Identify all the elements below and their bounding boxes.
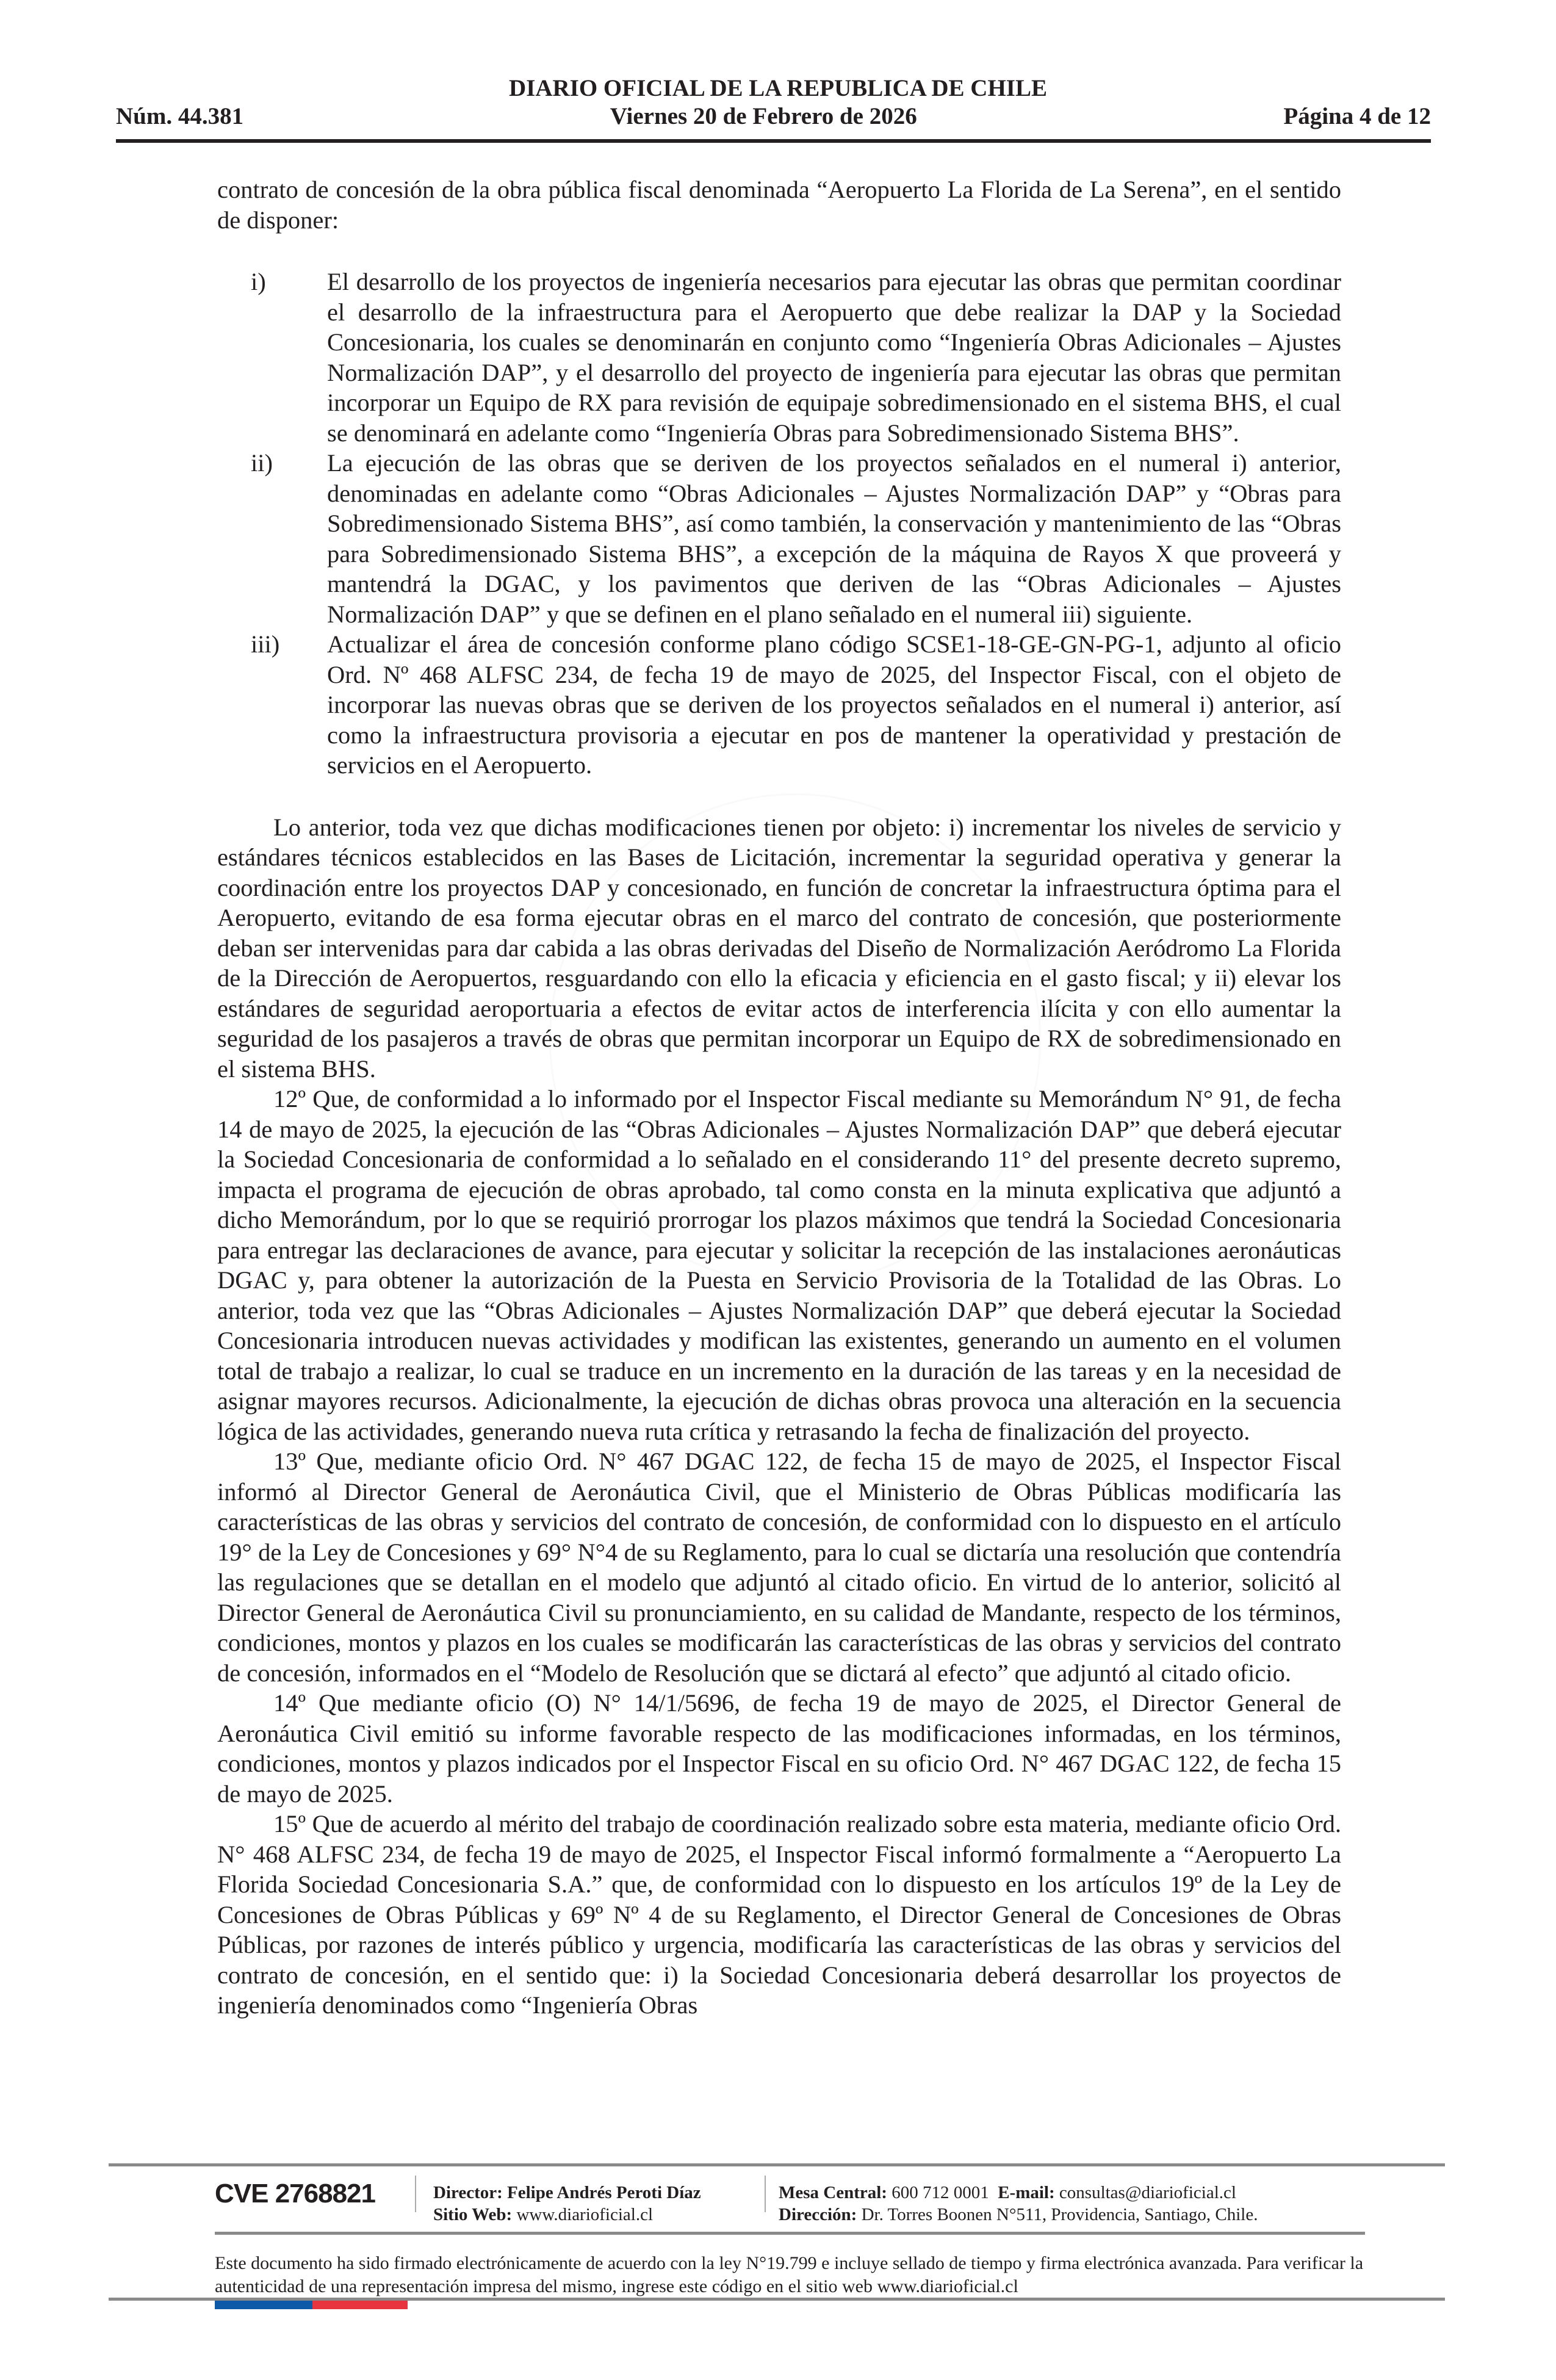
cve-code: CVE 2768821	[215, 2179, 375, 2209]
phone-label: Mesa Central:	[779, 2183, 887, 2202]
footer-director-block	[433, 2182, 701, 2226]
web-link[interactable]: www.diarioficial.cl	[516, 2205, 654, 2224]
signature-note: Este documento ha sido firmado electrónicamente de acuerdo con la ley N°19.799 e incluye sellado de tiempo y firma electrónica avanzada. Para verificar la autenticidad de una representación impresa del mismo, ingrese este código en el sitio web www.diarioficial.cl	[215, 2253, 1364, 2296]
document-body	[217, 175, 1341, 2021]
publication-title: DIARIO OFICIAL DE LA REPUBLICA DE CHILE	[508, 75, 1047, 101]
numbered-list	[217, 267, 1341, 781]
issue-date: Viernes 20 de Febrero de 2026	[610, 103, 917, 129]
footer-separator	[415, 2176, 416, 2212]
director-name: Felipe Andrés Peroti Díaz	[507, 2183, 701, 2202]
director-label: Director:	[433, 2183, 503, 2202]
web-label: Sitio Web:	[433, 2205, 513, 2224]
issue-number: Núm. 44.381	[116, 103, 244, 129]
page-number: Página 4 de 12	[1283, 103, 1431, 129]
list-item-label: iii)	[251, 630, 280, 658]
footer-separator	[765, 2176, 766, 2212]
list-item-text: Actualizar el área de concesión conforme plano código SCSE1-18-GE-GN-PG-1, adjunto al oficio Ord. Nº 468 ALFSC 234, de fecha 19 de mayo de 2025, del Inspector Fiscal, con el objeto de incorporar las nuevas obras que se deriven de los proyectos señalados en el numeral i) anterior, así como la infraestructura provisoria a ejecutar en pos de mantener la operatividad y prestación de servicios en el Aeropuerto.	[327, 630, 1341, 779]
header-row	[116, 103, 1431, 130]
header-divider	[116, 139, 1431, 143]
paragraph: 13º Que, mediante oficio Ord. N° 467 DGAC 122, de fecha 15 de mayo de 2025, el Inspector Fiscal informó al Director General de Aeronáutica Civil, que el Ministerio de Obras Públicas modificaría las características de las obras y servicios del contrato de concesión, de conformidad con lo dispuesto en el artículo 19° de la Ley de Concesiones y 69° N°4 de su Reglamento, para lo cual se dictaría una resolución que contendría las regulaciones que se detallan en el modelo que adjuntó al citado oficio. En virtud de lo anterior, solicitó al Director General de Aeronáutica Civil su pronunciamiento, en su calidad de Mandante, respecto de los términos, condiciones, montos y plazos en los cuales se modificarán las características de las obras y servicios del contrato de concesión, informados en el “Modelo de Resolución que se dictará al efecto” que adjuntó al citado oficio.	[217, 1448, 1341, 1687]
flag-stripe-red	[312, 2301, 408, 2309]
list-item	[217, 267, 1341, 448]
paragraph: 12º Que, de conformidad a lo informado por el Inspector Fiscal mediante su Memorándum N° 91, de fecha 14 de mayo de 2025, la ejecución de las “Obras Adicionales – Ajustes Normalización DAP” que deberá ejecutar la Sociedad Concesionaria de conformidad a lo señalado en el considerando 11° del presente decreto supremo, impacta el programa de ejecución de obras aprobado, tal como consta en la minuta explicativa que adjuntó a dicho Memorándum, por lo que se requirió prorrogar los plazos máximos que tendrá la Sociedad Concesionaria para entregar las declaraciones de avance, para ejecutar y solicitar la recepción de las instalaciones aeronáuticas DGAC y, para obtener la autorización de la Puesta en Servicio Provisoria de la Totalidad de las Obras. Lo anterior, toda vez que las “Obras Adicionales – Ajustes Normalización DAP” que deberá ejecutar la Sociedad Concesionaria introducen nuevas actividades y modifican las existentes, generando un aumento en el volumen total de trabajo a realizar, lo cual se traduce en un incremento en la duración de las tareas y en la necesidad de asignar mayores recursos. Adicionalmente, la ejecución de dichas obras provoca una alteración en la secuencia lógica de las actividades, generando nueva ruta crítica y retrasando la fecha de finalización del proyecto.	[217, 1085, 1341, 1445]
list-item-text: El desarrollo de los proyectos de ingeniería necesarios para ejecutar las obras que permitan coordinar el desarrollo de la infraestructura para el Aeropuerto que debe realizar la DAP y la Sociedad Concesionaria, los cuales se denominarán en conjunto como “Ingeniería Obras Adicionales – Ajustes Normalización DAP”, y el desarrollo del proyecto de ingeniería para ejecutar las obras que permitan incorporar un Equipo de RX para revisión de equipaje sobredimensionado en el sistema BHS, el cual se denominará en adelante como “Ingeniería Obras para Sobredimensionado Sistema BHS”.	[327, 268, 1341, 447]
list-item-label: ii)	[251, 449, 273, 477]
address: Dr. Torres Boonen N°511, Providencia, Santiago, Chile.	[861, 2205, 1258, 2224]
intro-paragraph: contrato de concesión de la obra pública fiscal denominada “Aeropuerto La Florida de La Serena”, en el sentido de disponer:	[217, 176, 1341, 234]
email-link[interactable]: consultas@diarioficial.cl	[1059, 2183, 1236, 2202]
list-item	[217, 448, 1341, 629]
footer-contact-block	[779, 2182, 1258, 2226]
paragraph: Lo anterior, toda vez que dichas modificaciones tienen por objeto: i) incrementar los niveles de servicio y estándares técnicos establecidos en las Bases de Licitación, incrementar la seguridad operativa y generar la coordinación entre los proyectos DAP y concesionado, en función de concretar la infraestructura óptima para el Aeropuerto, evitando de esa forma ejecutar obras en el marco del contrato de concesión, que posteriormente deban ser intervenidas para dar cabida a las obras derivadas del Diseño de Normalización Aeródromo La Florida de la Dirección de Aeropuertos, resguardando con ello la eficacia y eficiencia en el gasto fiscal; y ii) elevar los estándares de seguridad aeroportuaria a efectos de evitar actos de interferencia ilícita y con ello aumentar la seguridad de los pasajeros a través de obras que permitan incorporar un Equipo de RX de sobredimensionado en el sistema BHS.	[217, 813, 1341, 1083]
paragraph: 14º Que mediante oficio (O) N° 14/1/5696, de fecha 19 de mayo de 2025, el Director General de Aeronáutica Civil emitió su informe favorable respecto de las modificaciones informadas, en los términos, condiciones, montos y plazos indicados por el Inspector Fiscal en su oficio Ord. N° 467 DGAC 122, de fecha 15 de mayo de 2025.	[217, 1689, 1341, 1808]
phone: 600 712 0001	[891, 2183, 989, 2202]
address-label: Dirección:	[779, 2205, 857, 2224]
list-item-text: La ejecución de las obras que se deriven de los proyectos señalados en el numeral i) anterior, denominadas en adelante como “Obras Adicionales – Ajustes Normalización DAP” y “Obras para Sobredimensionado Sistema BHS”, así como también, la conservación y mantenimiento de las “Obras para Sobredimensionado Sistema BHS”, a excepción de la máquina de Rayos X que proveerá y mantendrá la DGAC, y los pavimentos que deriven de las “Obras Adicionales – Ajustes Normalización DAP” y que se definen en el plano señalado en el numeral iii) siguiente.	[327, 449, 1341, 628]
list-item	[217, 629, 1341, 781]
email-label: E-mail:	[998, 2183, 1055, 2202]
footer-divider	[109, 2163, 1445, 2166]
flag-stripe-blue	[215, 2301, 312, 2309]
list-item-label: i)	[251, 268, 266, 295]
footer-divider	[215, 2232, 1365, 2235]
paragraph: 15º Que de acuerdo al mérito del trabajo de coordinación realizado sobre esta materia, mediante oficio Ord. N° 468 ALFSC 234, de fecha 19 de mayo de 2025, el Inspector Fiscal informó formalmente a “Aeropuerto La Florida Sociedad Concesionaria S.A.” que, de conformidad con lo dispuesto en los artículos 19º de la Ley de Concesiones de Obras Públicas y 69º Nº 4 de su Reglamento, el Director General de Concesiones de Obras Públicas, por razones de interés público y urgencia, modificaría las características de las obras y servicios del contrato de concesión, en el sentido que: i) la Sociedad Concesionaria deberá desarrollar los proyectos de ingeniería denominados como “Ingeniería Obras	[217, 1810, 1341, 2019]
